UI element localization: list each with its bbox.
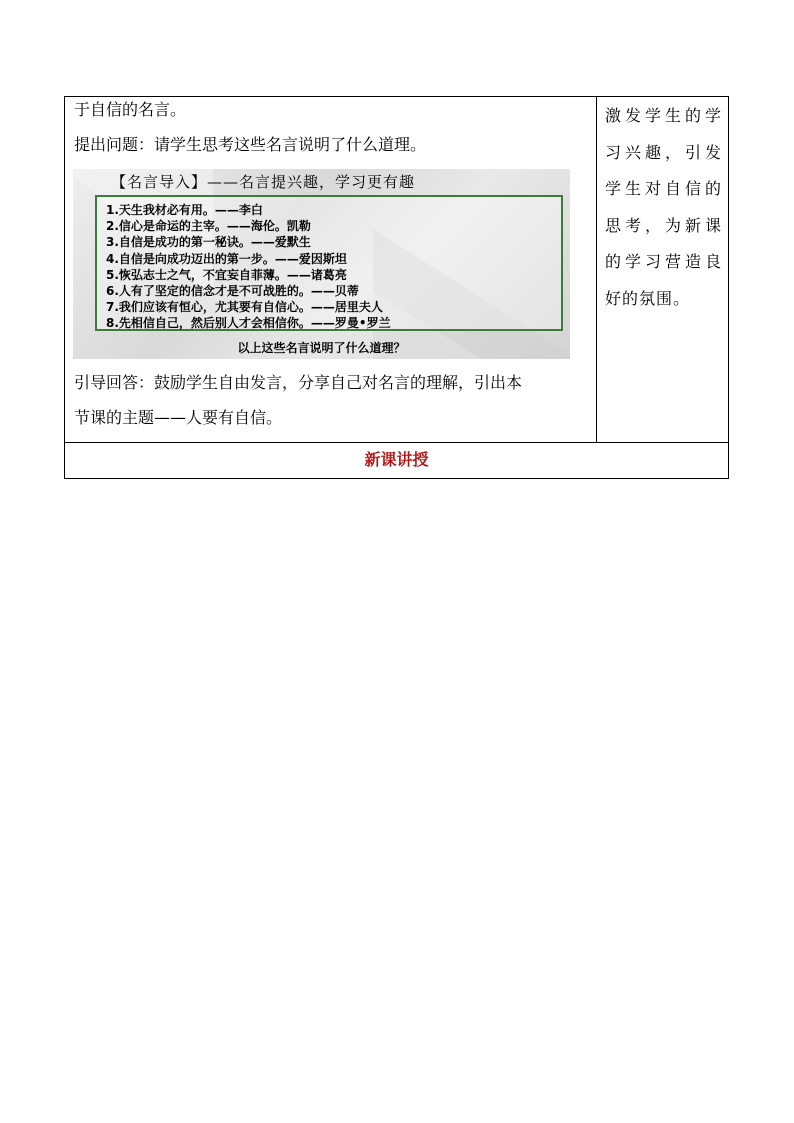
section-header-row (65, 442, 728, 478)
quote-list (97, 197, 561, 332)
teaching-content-cell (65, 97, 597, 442)
quote-question: 以上这些名言说明了什么道理？ (237, 341, 406, 355)
quote-item: 1.天生我材必有用。——李白 (106, 203, 263, 217)
design-intent-cell (597, 97, 728, 442)
quote-item: 4.自信是向成功迈出的第一步。——爱因斯坦 (106, 251, 347, 266)
quote-item: 7.我们应该有恒心，尤其要有自信心。——居里夫人 (106, 300, 383, 315)
quote-item: 5.恢弘志士之气，不宜妄自菲薄。——诸葛亮 (106, 267, 347, 282)
quote-item: 2.信心是命运的主宰。——海伦。凯勒 (106, 219, 311, 234)
guidance-line: 节课的主题——人要有自信。 (74, 408, 283, 427)
paragraph-line: 于自信的名言。 (74, 100, 187, 119)
famous-quotes-image (73, 169, 570, 359)
guidance-line: 引导回答：鼓励学生自由发言，分享自己对名言的理解，引出本 (74, 373, 523, 392)
quote-item: 8.先相信自己，然后别人才会相信你。——罗曼•罗兰 (106, 316, 391, 331)
quote-item: 6.人有了坚定的信念才是不可战胜的。——贝蒂 (106, 284, 359, 299)
section-title: 新课讲授 (364, 450, 429, 469)
quote-banner: 【名言导入】——名言提兴趣，学习更有趣 (111, 173, 416, 191)
quote-list-frame (95, 195, 563, 331)
lesson-plan-table (64, 96, 729, 479)
quote-item: 3.自信是成功的第一秘诀。——爱默生 (106, 235, 311, 250)
design-intent-text: 激发学生的学习兴趣，引发学生对自信的思考，为新课的学习营造良好的氛围。 (605, 106, 722, 308)
question-prompt: 提出问题：请学生思考这些名言说明了什么道理。 (74, 135, 427, 154)
